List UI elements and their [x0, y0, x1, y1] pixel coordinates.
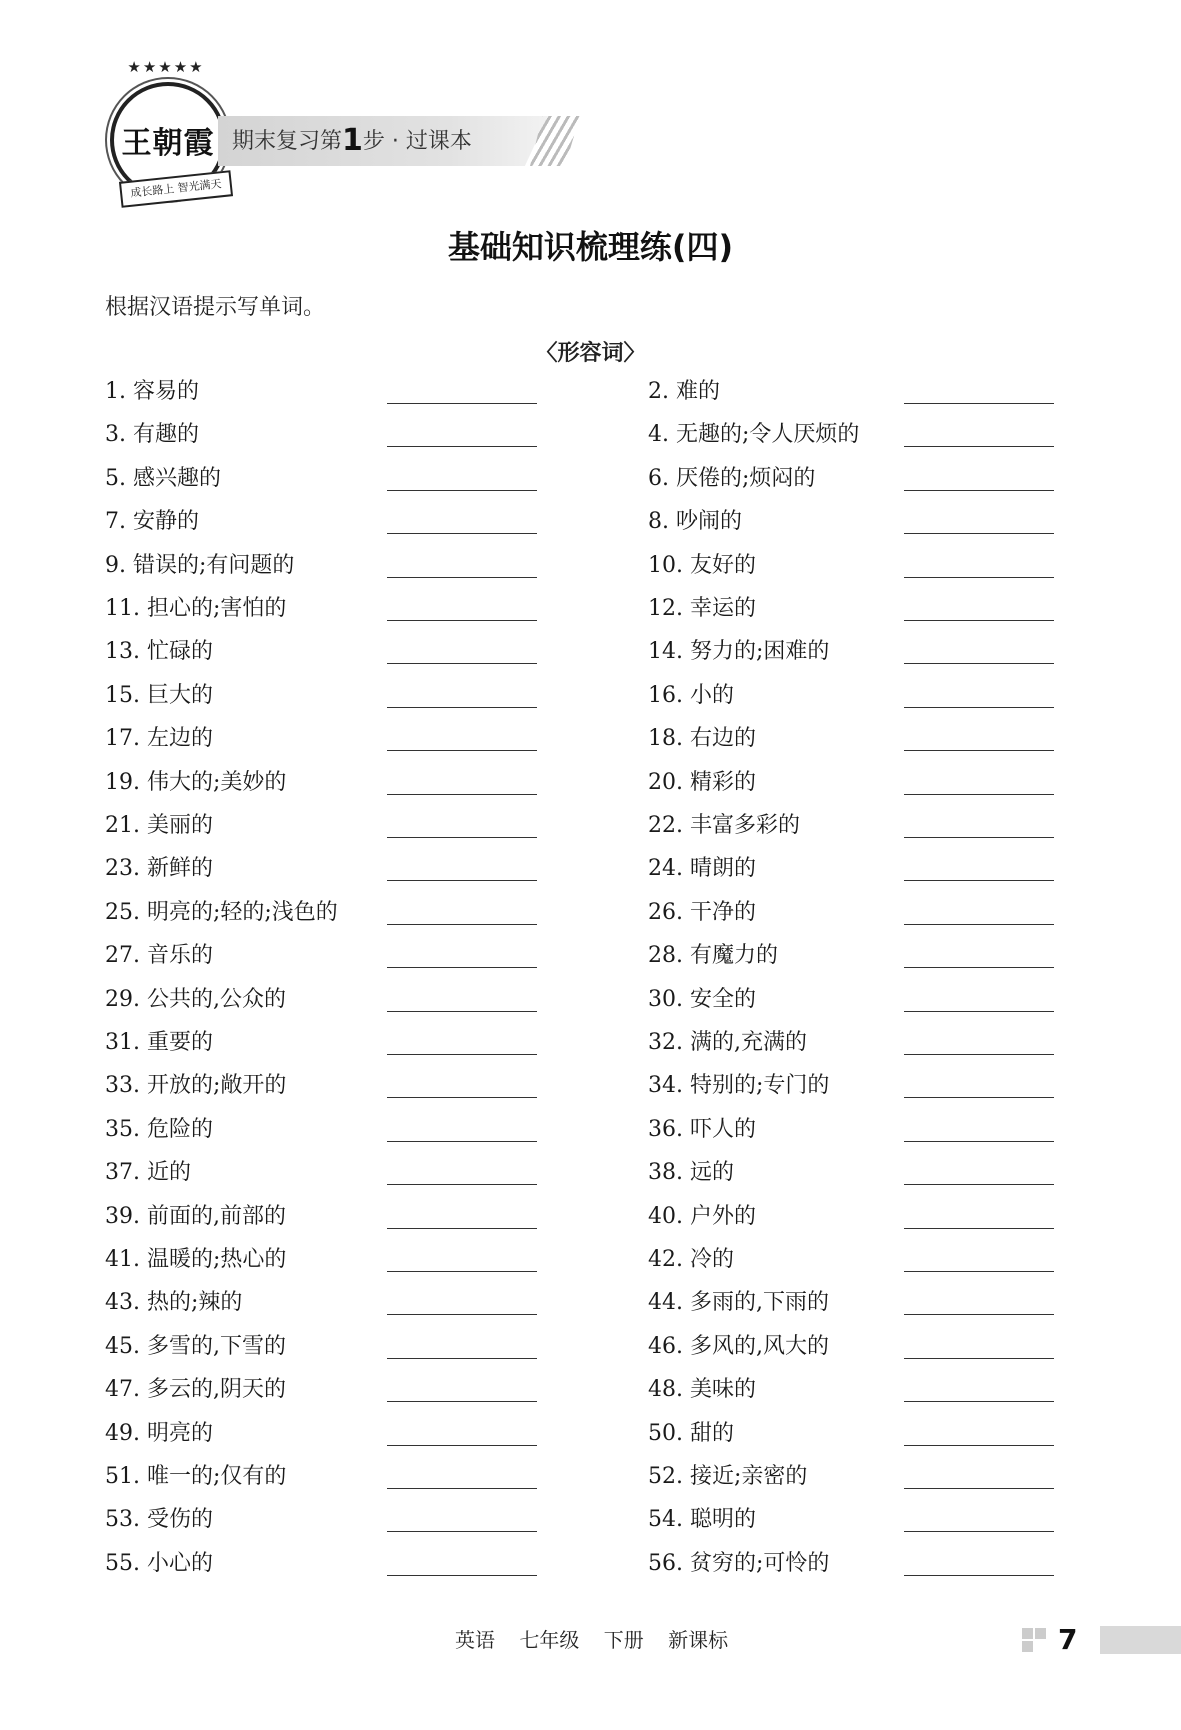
- exercise-prompt: 56. 贫穷的;可怜的: [648, 1550, 830, 1576]
- answer-blank[interactable]: [387, 1314, 537, 1315]
- answer-blank[interactable]: [904, 1271, 1054, 1272]
- exercise-prompt: 10. 友好的: [648, 552, 756, 578]
- page-number: 7: [1058, 1623, 1078, 1656]
- exercise-item: [105, 1412, 537, 1455]
- answer-blank[interactable]: [387, 1488, 537, 1489]
- exercise-prompt: 1. 容易的: [105, 379, 199, 404]
- brand-slogan: 成长路上 智光满天: [119, 170, 233, 208]
- answer-blank[interactable]: [904, 967, 1054, 968]
- exercise-item: [105, 1325, 537, 1368]
- answer-blank[interactable]: [904, 707, 1054, 708]
- exercise-prompt: 51. 唯一的;仅有的: [105, 1464, 287, 1489]
- exercise-prompt: 15. 巨大的: [105, 682, 213, 708]
- answer-blank[interactable]: [387, 1184, 537, 1185]
- answer-blank[interactable]: [387, 533, 537, 534]
- answer-blank[interactable]: [387, 794, 537, 795]
- exercise-item: [648, 370, 1054, 413]
- banner-text: [232, 124, 472, 158]
- exercise-item: [105, 1021, 537, 1064]
- exercise-item: [105, 544, 537, 587]
- answer-blank[interactable]: [387, 446, 537, 447]
- exercise-prompt: 12. 幸运的: [648, 596, 756, 621]
- exercise-item: [105, 1195, 537, 1238]
- exercise-prompt: 24. 晴朗的: [648, 856, 756, 882]
- answer-blank[interactable]: [904, 924, 1054, 925]
- exercise-prompt: 19. 伟大的;美妙的: [105, 769, 287, 795]
- exercise-prompt: 38. 远的: [648, 1160, 734, 1186]
- exercise-prompt: 35. 危险的: [105, 1116, 213, 1142]
- answer-blank[interactable]: [387, 1445, 537, 1446]
- exercise-prompt: 4. 无趣的;令人厌烦的: [648, 422, 860, 448]
- answer-blank[interactable]: [387, 663, 537, 664]
- exercise-prompt: 42. 冷的: [648, 1247, 734, 1272]
- exercise-prompt: 45. 多雪的,下雪的: [105, 1333, 286, 1359]
- exercise-item: [105, 674, 537, 717]
- exercise-prompt: 34. 特别的;专门的: [648, 1073, 830, 1099]
- answer-blank[interactable]: [387, 967, 537, 968]
- exercise-item: [648, 674, 1054, 717]
- exercise-item: [648, 544, 1054, 587]
- brand-name: 王朝霞: [121, 126, 215, 161]
- exercise-prompt: 49. 明亮的: [105, 1420, 213, 1446]
- page-dots-icon: [1022, 1628, 1052, 1652]
- exercise-prompt: 14. 努力的;困难的: [648, 639, 830, 665]
- exercise-item: [105, 587, 537, 630]
- exercise-item: [105, 1455, 537, 1498]
- answer-blank[interactable]: [904, 1488, 1054, 1489]
- exercise-item: [105, 761, 537, 804]
- exercise-item: [105, 630, 537, 673]
- exercise-item: [105, 457, 537, 500]
- exercise-prompt: 52. 接近;亲密的: [648, 1464, 808, 1489]
- answer-blank[interactable]: [387, 924, 537, 925]
- exercise-item: [105, 1542, 537, 1585]
- exercise-item: [105, 891, 537, 934]
- footer-subject-info: 英语 七年级 下册 新课标: [455, 1628, 729, 1652]
- answer-blank[interactable]: [904, 1054, 1054, 1055]
- exercise-prompt: 21. 美丽的: [105, 813, 213, 838]
- exercise-item: [105, 1064, 537, 1107]
- exercise-prompt: 29. 公共的,公众的: [105, 986, 286, 1012]
- exercise-item: [105, 1281, 537, 1324]
- exercise-prompt: 3. 有趣的: [105, 422, 199, 448]
- exercise-prompt: 28. 有魔力的: [648, 943, 778, 969]
- exercise-prompt: 17. 左边的: [105, 726, 213, 752]
- answer-blank[interactable]: [904, 620, 1054, 621]
- exercise-item: [648, 1108, 1054, 1151]
- exercise-item: [105, 1151, 537, 1194]
- exercise-prompt: 27. 音乐的: [105, 943, 213, 969]
- answer-blank[interactable]: [904, 1097, 1054, 1098]
- answer-blank[interactable]: [904, 663, 1054, 664]
- exercise-item: [648, 1455, 1054, 1498]
- answer-blank[interactable]: [387, 880, 537, 881]
- exercise-item: [105, 413, 537, 456]
- answer-blank[interactable]: [387, 403, 537, 404]
- exercise-prompt: 33. 开放的;敞开的: [105, 1073, 287, 1099]
- exercise-item: [648, 1325, 1054, 1368]
- exercise-item: [648, 1412, 1054, 1455]
- exercise-prompt: 36. 吓人的: [648, 1116, 756, 1142]
- answer-blank[interactable]: [387, 1531, 537, 1532]
- answer-blank[interactable]: [387, 577, 537, 578]
- exercise-item: [105, 804, 537, 847]
- exercise-item: [105, 847, 537, 890]
- exercise-item: [105, 1498, 537, 1541]
- exercise-item: [105, 370, 537, 413]
- answer-blank[interactable]: [387, 1271, 537, 1272]
- answer-blank[interactable]: [904, 446, 1054, 447]
- exercise-item: [648, 457, 1054, 500]
- answer-blank[interactable]: [387, 620, 537, 621]
- answer-blank[interactable]: [904, 1445, 1054, 1446]
- exercise-prompt: 54. 聪明的: [648, 1507, 756, 1533]
- exercise-item: [648, 978, 1054, 1021]
- exercise-prompt: 5. 感兴趣的: [105, 465, 221, 491]
- exercise-item: [105, 717, 537, 760]
- exercise-prompt: 9. 错误的;有问题的: [105, 552, 295, 578]
- exercise-prompt: 31. 重要的: [105, 1030, 213, 1055]
- exercise-prompt: 11. 担心的;害怕的: [105, 596, 287, 621]
- exercise-prompt: 43. 热的;辣的: [105, 1290, 243, 1316]
- exercise-item: [648, 847, 1054, 890]
- exercise-item: [648, 1195, 1054, 1238]
- answer-blank[interactable]: [904, 1358, 1054, 1359]
- answer-blank[interactable]: [904, 880, 1054, 881]
- exercise-item: [648, 630, 1054, 673]
- exercise-item: [648, 1368, 1054, 1411]
- answer-blank[interactable]: [387, 707, 537, 708]
- exercise-prompt: 53. 受伤的: [105, 1507, 213, 1533]
- answer-blank[interactable]: [904, 750, 1054, 751]
- exercise-prompt: 47. 多云的,阴天的: [105, 1377, 286, 1403]
- exercise-item: [105, 978, 537, 1021]
- exercise-prompt: 48. 美味的: [648, 1377, 756, 1403]
- footer: [0, 1620, 1181, 1660]
- exercise-prompt: 32. 满的,充满的: [648, 1030, 807, 1055]
- exercise-prompt: 7. 安静的: [105, 509, 199, 535]
- exercise-item: [105, 934, 537, 977]
- exercise-item: [648, 761, 1054, 804]
- answer-blank[interactable]: [904, 1184, 1054, 1185]
- answer-blank[interactable]: [387, 1228, 537, 1229]
- exercise-prompt: 41. 温暖的;热心的: [105, 1247, 287, 1272]
- instruction-text: 根据汉语提示写单词。: [105, 295, 326, 320]
- answer-blank[interactable]: [904, 1401, 1054, 1402]
- answer-blank[interactable]: [387, 490, 537, 491]
- exercise-prompt: 39. 前面的,前部的: [105, 1203, 286, 1229]
- exercise-prompt: 23. 新鲜的: [105, 856, 213, 882]
- exercise-prompt: 46. 多风的,风大的: [648, 1333, 829, 1359]
- exercise-item: [648, 1281, 1054, 1324]
- page-bar: [1100, 1626, 1181, 1654]
- answer-blank[interactable]: [387, 1575, 537, 1576]
- answer-blank[interactable]: [904, 837, 1054, 838]
- answer-blank[interactable]: [904, 794, 1054, 795]
- answer-blank[interactable]: [387, 1054, 537, 1055]
- answer-blank[interactable]: [904, 1141, 1054, 1142]
- banner-prefix: 期末复习第: [232, 129, 343, 154]
- exercise-prompt: 16. 小的: [648, 682, 734, 708]
- exercise-item: [648, 934, 1054, 977]
- exercise-item: [648, 804, 1054, 847]
- exercise-item: [648, 500, 1054, 543]
- page-title: 基础知识梳理练(四): [447, 228, 734, 266]
- exercise-item: [648, 1542, 1054, 1585]
- exercise-prompt: 13. 忙碌的: [105, 639, 213, 665]
- answer-blank[interactable]: [904, 577, 1054, 578]
- exercise-prompt: 50. 甜的: [648, 1420, 734, 1446]
- exercise-item: [648, 891, 1054, 934]
- exercise-prompt: 2. 难的: [648, 379, 720, 404]
- exercise-prompt: 30. 安全的: [648, 986, 756, 1012]
- answer-blank[interactable]: [387, 1097, 537, 1098]
- answer-blank[interactable]: [387, 1011, 537, 1012]
- answer-blank[interactable]: [904, 1011, 1054, 1012]
- exercise-prompt: 8. 吵闹的: [648, 509, 742, 535]
- star-icon-row: ★★★★★: [127, 58, 205, 76]
- exercise-prompt: 18. 右边的: [648, 726, 756, 752]
- exercise-prompt: 26. 干净的: [648, 899, 756, 925]
- answer-blank[interactable]: [387, 1401, 537, 1402]
- answer-blank[interactable]: [387, 1141, 537, 1142]
- answer-blank[interactable]: [904, 1575, 1054, 1576]
- exercise-prompt: 44. 多雨的,下雨的: [648, 1290, 829, 1316]
- exercise-prompt: 40. 户外的: [648, 1203, 756, 1229]
- answer-blank[interactable]: [904, 403, 1054, 404]
- exercise-item: [648, 717, 1054, 760]
- exercise-item: [648, 413, 1054, 456]
- exercise-item: [648, 1064, 1054, 1107]
- banner-suffix: 步 · 过课本: [362, 129, 472, 154]
- exercise-prompt: 22. 丰富多彩的: [648, 813, 800, 838]
- banner-step-number: 1: [342, 123, 363, 158]
- exercise-prompt: 6. 厌倦的;烦闷的: [648, 465, 816, 491]
- exercise-item: [648, 1151, 1054, 1194]
- exercise-item: [648, 1498, 1054, 1541]
- exercise-item: [105, 500, 537, 543]
- exercise-item: [648, 1021, 1054, 1064]
- exercise-prompt: 20. 精彩的: [648, 769, 756, 795]
- exercise-prompt: 37. 近的: [105, 1160, 191, 1186]
- exercise-item: [648, 1238, 1054, 1281]
- answer-blank[interactable]: [904, 490, 1054, 491]
- answer-blank[interactable]: [904, 1531, 1054, 1532]
- exercise-item: [648, 587, 1054, 630]
- answer-blank[interactable]: [904, 1228, 1054, 1229]
- exercise-prompt: 55. 小心的: [105, 1550, 213, 1576]
- answer-blank[interactable]: [387, 1358, 537, 1359]
- header: [100, 58, 560, 212]
- exercise-item: [105, 1368, 537, 1411]
- answer-blank[interactable]: [904, 533, 1054, 534]
- answer-blank[interactable]: [387, 837, 537, 838]
- exercise-item: [105, 1238, 537, 1281]
- exercise-prompt: 25. 明亮的;轻的;浅色的: [105, 899, 338, 925]
- answer-blank[interactable]: [904, 1314, 1054, 1315]
- exercise-item: [105, 1108, 537, 1151]
- answer-blank[interactable]: [387, 750, 537, 751]
- section-heading: 〈形容词〉: [535, 341, 646, 366]
